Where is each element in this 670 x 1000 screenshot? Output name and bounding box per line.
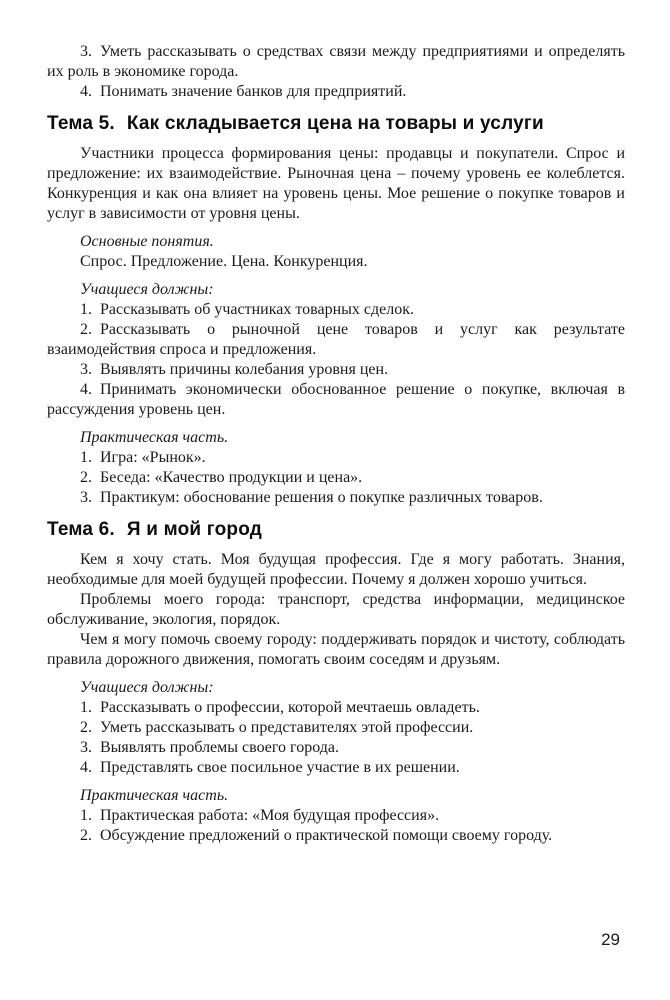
list-item-text: Обсуждение предложений о практической помощи своему городу. xyxy=(100,827,553,844)
list-item xyxy=(47,468,625,488)
list-item-number: 3. xyxy=(80,43,92,60)
subheading-practice: Практическая часть. xyxy=(80,787,229,804)
list-item xyxy=(47,488,625,508)
subheading-students-must: Учащиеся должны: xyxy=(80,281,214,298)
list-item xyxy=(47,82,625,102)
section-paragraph: Чем я могу помочь своему городу: поддерживать порядок и чистоту, соблюдать правила дорожного движения, помогать своим соседям и друзьям. xyxy=(47,631,625,668)
section-heading-tema5 xyxy=(47,112,625,136)
list-item xyxy=(47,300,625,320)
section-paragraph: Кем я хочу стать. Моя будущая профессия. Где я могу работать. Знания, необходимые для моей будущей профессии. Почему я должен хорошо учиться. xyxy=(47,551,625,588)
section-title: Как складывается цена на товары и услуги xyxy=(126,113,544,134)
section-title: Я и мой город xyxy=(126,519,263,540)
subheading-concepts: Основные понятия. xyxy=(80,233,214,250)
list-item-number: 4. xyxy=(80,83,92,100)
list-item xyxy=(47,320,625,360)
list-item-text: Беседа: «Качество продукции и цена». xyxy=(100,469,363,486)
list-item xyxy=(47,42,625,82)
list-item xyxy=(47,806,625,826)
section-heading-tema6 xyxy=(47,518,625,542)
list-item-text: Выявлять причины колебания уровня цен. xyxy=(100,361,389,378)
list-item-text: Практическая работа: «Моя будущая профессия». xyxy=(100,807,440,824)
list-item-number: 3. xyxy=(80,739,92,756)
list-item-number: 4. xyxy=(80,759,92,776)
list-item-text: Понимать значение банков для предприятий. xyxy=(100,83,407,100)
list-item-text: Уметь рассказывать о представителях этой профессии. xyxy=(100,719,474,736)
list-item xyxy=(47,718,625,738)
list-item-number: 1. xyxy=(80,807,92,824)
list-item xyxy=(47,698,625,718)
list-item-text: Рассказывать о профессии, которой мечтаешь овладеть. xyxy=(100,699,480,716)
subheading-practice: Практическая часть. xyxy=(80,429,229,446)
section-intro-paragraph: Участники процесса формирования цены: продавцы и покупатели. Спрос и предложение: их взаимодействие. Рыночная цена – почему уровень ее колеблется. Конкуренция и как она влияет на уровень цены. Мое решение о покупке товаров и услуг в зависимости от уровня цены. xyxy=(47,145,625,222)
list-item-text: Практикум: обоснование решения о покупке различных товаров. xyxy=(100,489,543,506)
concepts-text: Спрос. Предложение. Цена. Конкуренция. xyxy=(80,253,368,270)
list-item xyxy=(47,738,625,758)
list-item-number: 2. xyxy=(80,827,92,844)
list-item-text: Выявлять проблемы своего города. xyxy=(100,739,339,756)
list-item-number: 3. xyxy=(80,489,92,506)
list-item-text: Игра: «Рынок». xyxy=(100,449,206,466)
section-paragraph: Проблемы моего города: транспорт, средства информации, медицинское обслуживание, экология, порядок. xyxy=(47,591,625,628)
list-item-text: Принимать экономически обоснованное решение о покупке, включая в рассуждения уровень цен. xyxy=(47,381,625,418)
list-item-text: Рассказывать об участниках товарных сделок. xyxy=(100,301,415,318)
list-item-text: Рассказывать о рыночной цене товаров и услуг как результате взаимодействия спроса и предложения. xyxy=(47,321,625,358)
list-item-number: 1. xyxy=(80,449,92,466)
list-item xyxy=(47,758,625,778)
list-item xyxy=(47,448,625,468)
subheading-students-must: Учащиеся должны: xyxy=(80,679,214,696)
list-item xyxy=(47,826,625,846)
list-item-number: 2. xyxy=(80,469,92,486)
list-item xyxy=(47,380,625,420)
list-item-number: 1. xyxy=(80,301,92,318)
list-item-text: Уметь рассказывать о средствах связи между предприятиями и определять их роль в экономике города. xyxy=(47,43,625,80)
list-item-number: 2. xyxy=(80,321,92,338)
list-item-number: 4. xyxy=(80,381,92,398)
page-number: 29 xyxy=(601,930,620,949)
list-item xyxy=(47,360,625,380)
section-number: Тема 5. xyxy=(47,113,115,134)
list-item-number: 3. xyxy=(80,361,92,378)
list-item-text: Представлять свое посильное участие в их решении. xyxy=(100,759,460,776)
section-number: Тема 6. xyxy=(47,519,115,540)
list-item-number: 1. xyxy=(80,699,92,716)
list-item-number: 2. xyxy=(80,719,92,736)
